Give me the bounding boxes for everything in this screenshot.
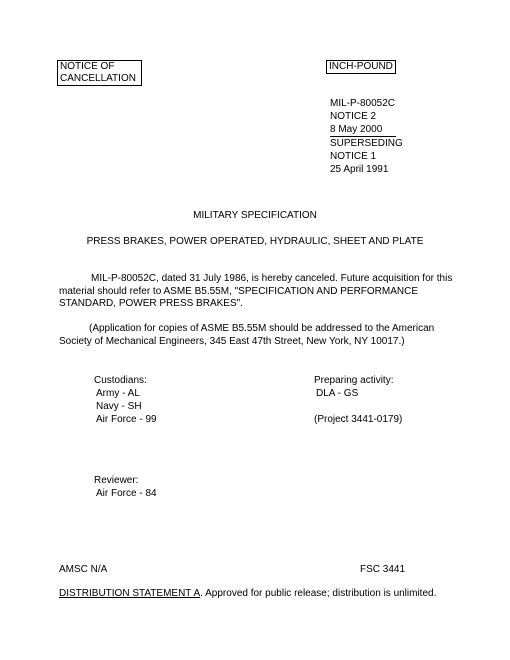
custodian-navy: Navy - SH	[96, 401, 142, 412]
previous-notice-date: 25 April 1991	[330, 164, 389, 175]
custodians-label: Custodians:	[94, 375, 147, 386]
reviewer-air-force: Air Force - 84	[96, 488, 157, 499]
superseding-label: SUPERSEDING	[330, 138, 403, 149]
notice-of-label: NOTICE OF	[60, 61, 115, 72]
inch-pound-box	[326, 60, 396, 74]
cancellation-paragraph: MIL-P-80052C, dated 31 July 1986, is hereby canceled. Future acquisition for this material should refer to ASME B5.55M, "SPECIFICATION AND PERFORMANCE STANDARD, POWER PRESS BRAKES".	[59, 273, 453, 309]
spec-heading: MILITARY SPECIFICATION	[193, 210, 317, 221]
reviewer-label: Reviewer:	[94, 475, 139, 486]
preparing-activity-label: Preparing activity:	[314, 375, 394, 386]
distribution-statement-text: . Approved for public release; distribution is unlimited.	[200, 588, 437, 599]
preparing-activity-value: DLA - GS	[316, 388, 359, 399]
project-number: (Project 3441-0179)	[314, 414, 403, 425]
cancellation-label: CANCELLATION	[60, 73, 136, 84]
distribution-statement	[59, 588, 436, 600]
application-paragraph: (Application for copies of ASME B5.55M should be addressed to the American Society of Mechanical Engineers, 345 East 47th Street, New York, NY 10017.)	[59, 323, 435, 347]
notice-of-cancellation-box	[57, 60, 142, 86]
previous-notice: NOTICE 1	[330, 151, 377, 162]
spec-subject: PRESS BRAKES, POWER OPERATED, HYDRAULIC, SHEET AND PLATE	[86, 236, 424, 247]
document-number: MIL-P-80052C	[330, 98, 396, 109]
amsc-label: AMSC N/A	[59, 564, 108, 575]
inch-pound-label: INCH-POUND	[329, 61, 393, 72]
preparing-activity-block	[314, 374, 402, 426]
notice-number: NOTICE 2	[330, 111, 377, 122]
custodian-air-force: Air Force - 99	[96, 414, 157, 425]
document-id-block	[330, 97, 403, 176]
notice-date: 8 May 2000	[330, 124, 396, 137]
custodians-block	[94, 374, 157, 426]
reviewer-block	[94, 474, 157, 500]
custodian-army: Army - AL	[96, 388, 140, 399]
distribution-statement-label: DISTRIBUTION STATEMENT A	[59, 588, 201, 599]
fsc-label: FSC 3441	[360, 564, 406, 575]
